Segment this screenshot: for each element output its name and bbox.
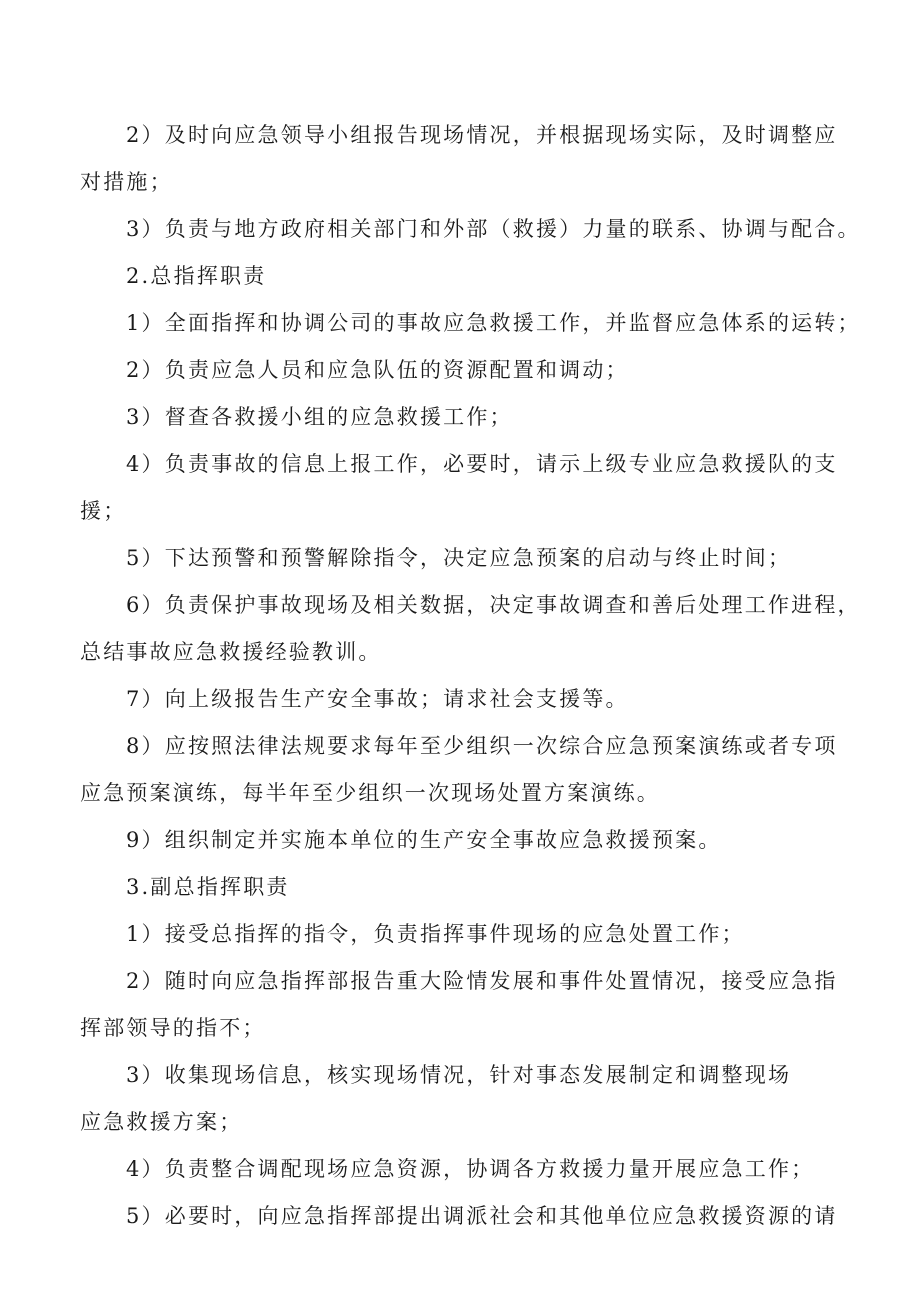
text-line: 4）负责整合调配现场应急资源，协调各方救援力量开展应急工作； xyxy=(126,1157,815,1181)
text-line: 7）向上级报告生产安全事故；请求社会支援等。 xyxy=(126,687,629,711)
paragraph xyxy=(80,112,850,206)
text-line: 9）组织制定并实施本单位的生产安全事故应急救援预案。 xyxy=(126,828,722,852)
text-line: 8）应按照法律法规要求每年至少组织一次综合应急预案演练或者专项 xyxy=(126,734,838,758)
text-line: 应急救援方案； xyxy=(80,1110,243,1134)
text-line: 4）负责事故的信息上报工作，必要时，请示上级专业应急救援队的支 xyxy=(126,452,838,476)
text-line: 2）及时向应急领导小组报告现场情况，并根据现场实际，及时调整应 xyxy=(126,123,838,147)
paragraph xyxy=(80,1193,850,1240)
paragraph xyxy=(80,582,861,676)
paragraph xyxy=(80,676,850,723)
text-line: 对措施； xyxy=(80,170,173,194)
text-line: 援； xyxy=(80,499,127,523)
text-line: 1）接受总指挥的指令，负责指挥事件现场的应急处置工作； xyxy=(126,922,745,946)
paragraph xyxy=(80,206,861,253)
paragraph xyxy=(80,723,850,817)
text-line: 应急预案演练，每半年至少组织一次现场处置方案演练。 xyxy=(80,781,660,805)
text-line: 总结事故应急救援经验教训。 xyxy=(80,640,382,664)
document-body xyxy=(80,112,861,1240)
paragraph xyxy=(80,911,850,958)
paragraph xyxy=(80,1052,850,1146)
section-heading xyxy=(80,253,850,300)
paragraph xyxy=(80,394,850,441)
text-line: 2.总指挥职责 xyxy=(126,264,267,288)
paragraph xyxy=(80,300,861,347)
text-line: 2）负责应急人员和应急队伍的资源配置和调动； xyxy=(126,358,629,382)
text-line: 挥部领导的指不； xyxy=(80,1016,266,1040)
paragraph xyxy=(80,958,850,1052)
text-line: 5）必要时，向应急指挥部提出调派社会和其他单位应急救援资源的请 xyxy=(126,1204,838,1228)
text-line: 3）负责与地方政府相关部门和外部（救援）力量的联系、协调与配合。 xyxy=(126,217,861,241)
section-heading xyxy=(80,864,850,911)
paragraph xyxy=(80,1146,850,1193)
paragraph xyxy=(80,817,850,864)
text-line: 5）下达预警和预警解除指令，决定应急预案的启动与终止时间； xyxy=(126,546,792,570)
text-line: 6）负责保护事故现场及相关数据，决定事故调查和善后处理工作进程， xyxy=(126,593,861,617)
text-line: 3）收集现场信息，核实现场情况，针对事态发展制定和调整现场 xyxy=(126,1063,792,1087)
paragraph xyxy=(80,441,850,535)
paragraph xyxy=(80,535,850,582)
text-line: 2）随时向应急指挥部报告重大险情发展和事件处置情况，接受应急指 xyxy=(126,969,838,993)
paragraph xyxy=(80,347,850,394)
text-line: 1）全面指挥和协调公司的事故应急救援工作，并监督应急体系的运转； xyxy=(126,311,861,335)
text-line: 3.副总指挥职责 xyxy=(126,875,290,899)
text-line: 3）督查各救援小组的应急救援工作； xyxy=(126,405,513,429)
